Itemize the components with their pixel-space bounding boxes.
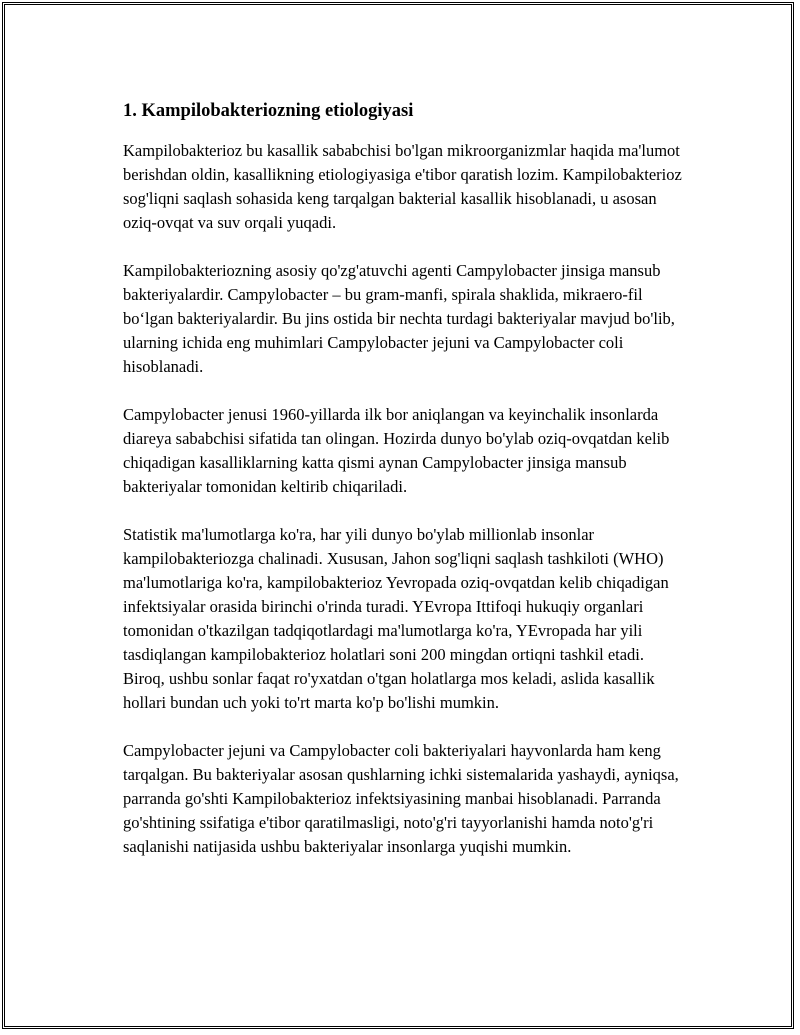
section-heading: 1. Kampilobakteriozning etiologiyasi: [123, 101, 414, 121]
paragraph-4: Statistik ma'lumotlarga ko'ra, har yili dunyo bo'ylab millionlab insonlar kampilobakteriozga chalinadi. Xususan, Jahon sog'liqni saqlash tashkiloti (WHO) ma'lumotlariga ko'ra, kampilobakterioz Yevropada oziq-ovqatdan kelib chiqadigan infektsiyalar orasida birinchi o'rinda turadi. YEvropa Ittifoqi hukuqiy organlari tomonidan o'tkazilgan tadqiqotlardagi ma'lumotlarga ko'ra, YEvropada har yili tasdiqlangan kampilobakterioz holatlari soni 200 mingdan ortiqni tashkil etadi. Biroq, ushbu sonlar faqat ro'yxatdan o'tgan holatlarga mos keladi, aslida kasallik hollari bundan uch yoki to'rt marta ko'p bo'lishi mumkin.: [123, 525, 669, 712]
document-body: [123, 99, 689, 859]
page-frame: [2, 2, 794, 1029]
paragraph-2: Kampilobakteriozning asosiy qo'zg'atuvchi agenti Campylobacter jinsiga mansub bakteriyalardir. Campylobacter – bu gram-manfi, spirala shaklida, mikraero-fil boʻlgan bakteriyalardir. Bu jins ostida bir nechta turdagi bakteriyalar mavjud bo'lib, ularning ichida eng muhimlari Campylobacter jejuni va Campylobacter coli hisoblanadi.: [123, 261, 675, 376]
paragraph-3: Campylobacter jenusi 1960-yillarda ilk bor aniqlangan va keyinchalik insonlarda diareya sababchisi sifatida tan olingan. Hozirda dunyo bo'ylab oziq-ovqatdan kelib chiqadigan kasalliklarning katta qismi aynan Campylobacter jinsiga mansub bakteriyalar tomonidan keltirib chiqariladi.: [123, 405, 670, 496]
paragraph-5: Campylobacter jejuni va Campylobacter coli bakteriyalari hayvonlarda ham keng tarqalgan. Bu bakteriyalar asosan qushlarning ichki sistemalarida yashaydi, ayniqsa, parranda go'shti Kampilobakterioz infektsiyasining manbai hisoblanadi. Parranda go'shtining ssifatiga e'tibor qaratilmasligi, noto'g'ri tayyorlanishi hamda noto'g'ri saqlanishi natijasida ushbu bakteriyalar insonlarga yuqishi mumkin.: [123, 741, 679, 856]
paragraph-1: Kampilobakterioz bu kasallik sababchisi bo'lgan mikroorganizmlar haqida ma'lumot berishdan oldin, kasallikning etiologiyasiga e'tibor qaratish lozim. Kampilobakterioz sog'liqni saqlash sohasida keng tarqalgan bakterial kasallik hisoblanadi, u asosan oziq-ovqat va suv orqali yuqadi.: [123, 141, 682, 232]
